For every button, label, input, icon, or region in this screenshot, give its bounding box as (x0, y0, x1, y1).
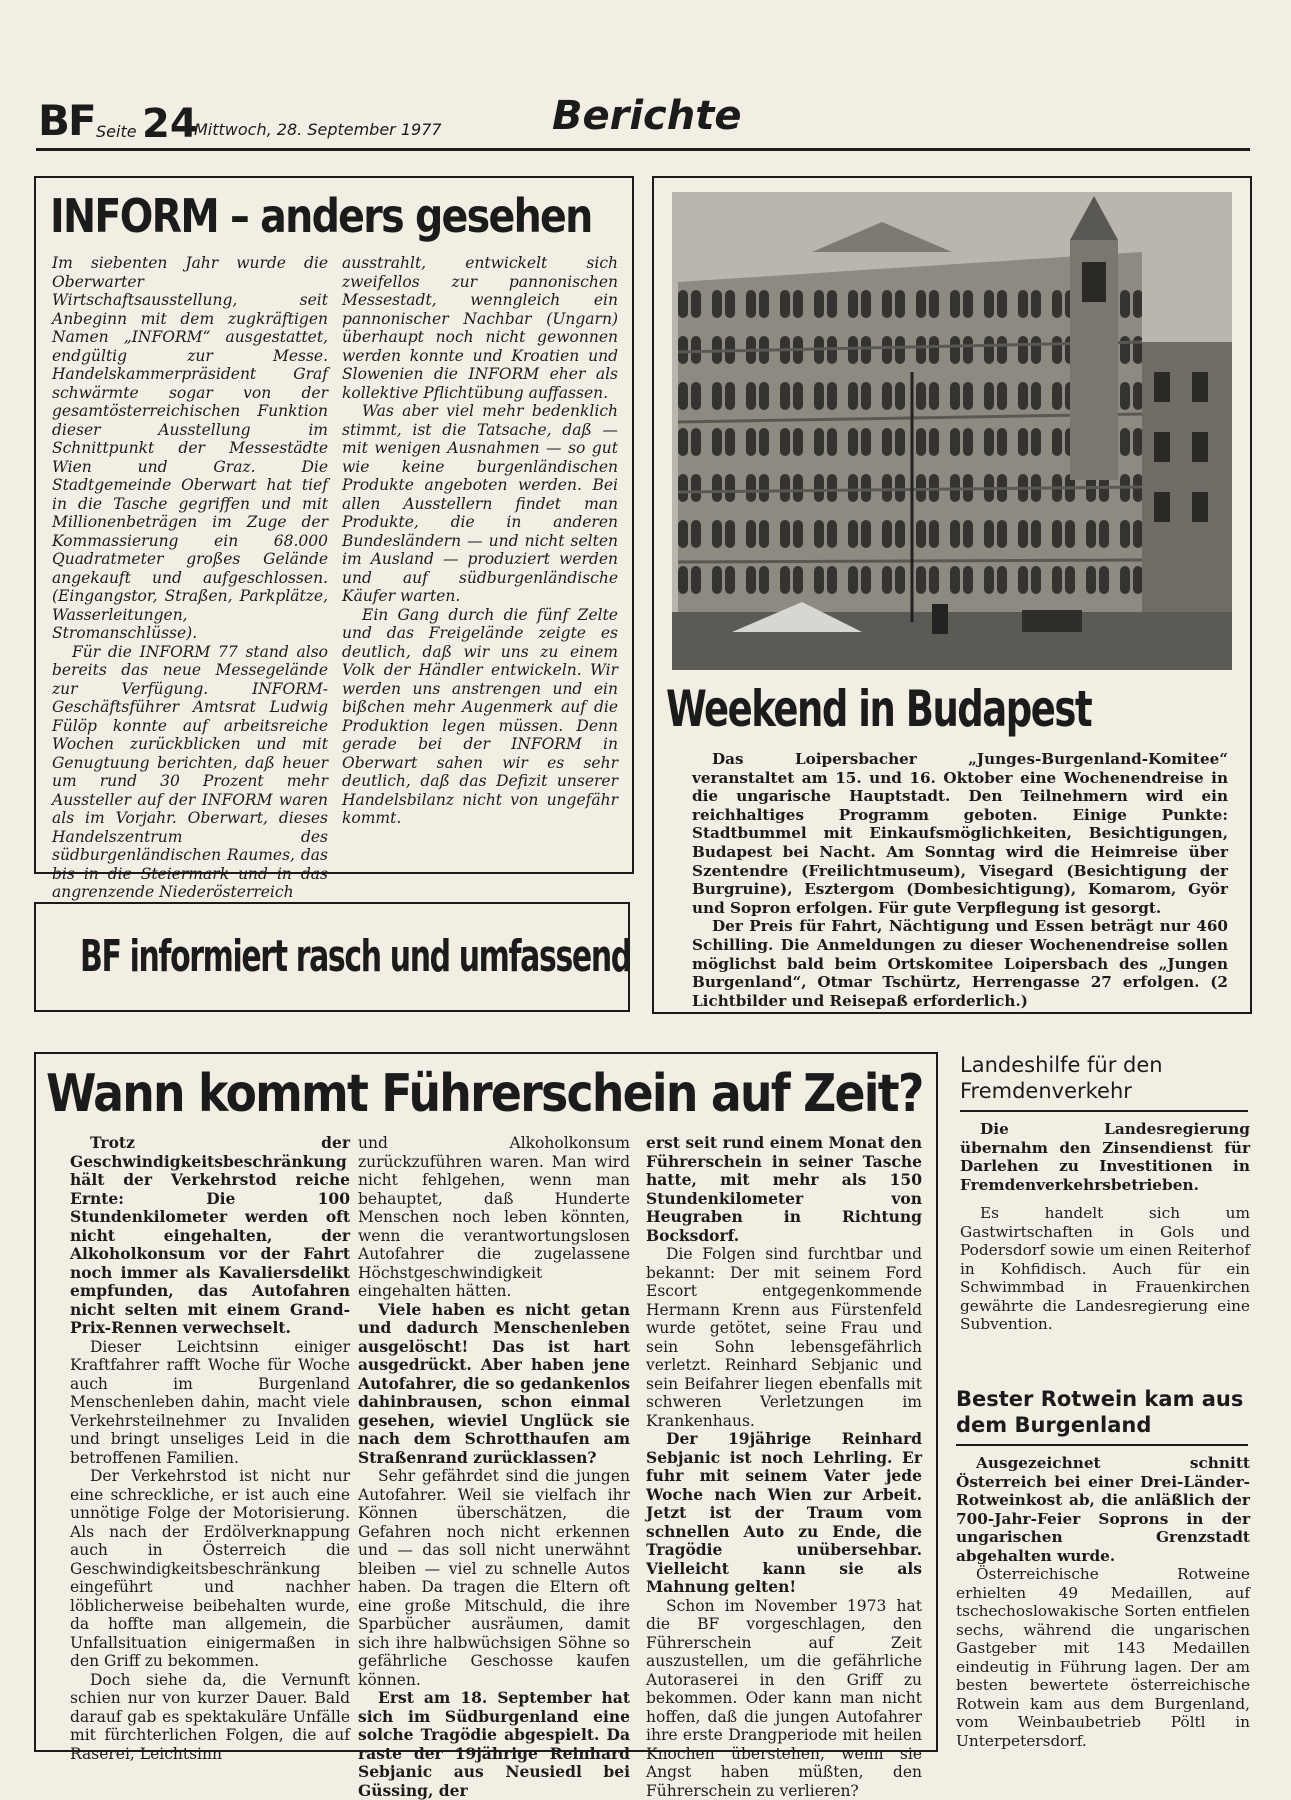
rotwein-article (956, 1386, 1250, 1750)
budapest-photo (672, 192, 1232, 670)
inform-column-1 (52, 254, 328, 902)
divider (956, 1444, 1248, 1446)
fuehrerschein-paragraph: Erst am 18. September hat sich im Südburgenland eine solche Tragödie abgespielt. Da raste der 19jährige Reinhard Sebjanic aus Neusiedl bei Güssing, der (358, 1688, 630, 1800)
fuehrerschein-column-2 (358, 1134, 630, 1800)
section-title: Berichte (552, 93, 742, 139)
rotwein-body-wrap (956, 1454, 1250, 1750)
masthead-logo: BF (38, 96, 95, 145)
inform-paragraph: Ein Gang durch die fünf Zelte und das Freigelände zeigte es deutlich, daß wir uns zu einem Volk der Händler entwickeln. Wir werden uns anstrengen und ein bißchen mehr Augenmerk auf die Produktion legen müssen. Denn gerade bei der INFORM in Oberwart sahen wir es sehr deutlich, daß das Defizit unserer Handelsbilanz nicht von ungefähr kommt. (342, 605, 618, 827)
fuehrerschein-paragraph: Die Folgen sind furchtbar und bekannt: Der mit seinem Ford Escort entgegenkommende Hermann Krenn aus Fürstenfeld wurde getötet, seine Frau und sein Sohn lebensgefährlich verletzt. Reinhard Sebjanic und sein Beifahrer liegen ebenfalls mit schweren Verletzungen im Krankenhaus. (646, 1245, 922, 1430)
inform-headline: INFORM – anders gesehen (50, 189, 592, 243)
divider (960, 1110, 1248, 1112)
fuehrerschein-paragraph: Sehr gefährdet sind die jungen Autofahrer. Weil sie vielfach ihr Können überschätzen, die Gefahren noch nicht erkennen und — das soll nicht unerwähnt bleiben — viel zu schnelle Autos haben. Da tragen die Eltern oft eine große Mitschuld, die ihre Sparbücher ausräumen, damit sich ihre halbwüchsigen Söhne so gefährliche Geschosse kaufen können. (358, 1467, 630, 1689)
promo-box (34, 902, 630, 1012)
page-number: 24 (142, 101, 198, 147)
fuehrerschein-paragraph: Der Verkehrstod ist nicht nur eine schreckliche, er ist auch eine unnötige Folge der Motorisierung. Als nach der Erdölverknappung auch in Österreich die Geschwindigkeitsbeschränkung eingeführt und nachher löblicherweise beibehalten wurde, da hoffte man allgemein, die Unfallsituation einigermaßen in den Griff zu bekommen. (70, 1467, 350, 1670)
fuehrerschein-column-3 (646, 1134, 922, 1800)
rotwein-headline: Bester Rotwein kam aus dem Burgenland (956, 1387, 1244, 1437)
fuehrerschein-column-1 (70, 1134, 350, 1763)
fuehrerschein-paragraph: Schon im November 1973 hat die BF vorgeschlagen, den Führerschein auf Zeit auszustellen, um die gefährliche Autoraserei in den Griff zu bekommen. Oder kann man nicht hoffen, daß die jungen Autofahrer ihre erste Drangperiode mit heilen Knochen überstehen, wenn sie Angst haben müßten, den Führerschein zu verlieren? (646, 1596, 922, 1800)
fuehrerschein-lead: Trotz der Geschwindigkeitsbeschränkung hält der Verkehrstod reiche Ernte: Die 100 Stundenkilometer werden oft nicht eingehalten, der Alkoholkonsum vor der Fahrt noch immer als Kavaliersdelikt empfunden, das Autofahren nicht selten mit einem Grand-Prix-Rennen verwechselt. (70, 1133, 350, 1337)
budapest-body (692, 750, 1228, 1010)
fuehrerschein-article (34, 1052, 938, 1800)
inform-paragraph: ausstrahlt, entwickelt sich zweifellos zur pannonischen Messestadt, wenngleich ein pannonischer Nachbar (Ungarn) überhaupt noch nicht gewonnen werden konnte und Kroatien und Slowenien die INFORM eher als kollektive Pflichtübung auffassen. (342, 254, 618, 402)
landeshilfe-body-wrap (960, 1120, 1250, 1334)
inform-column-2 (342, 254, 618, 828)
rotwein-paragraph: Österreichische Rotweine erhielten 49 Medaillen, auf tschechoslowakische Sorten entfielen sechs, während die ungarischen Gastgeber mit 143 Medaillen eindeutig in Führung lagen. Der am besten bewertete österreichische Rotwein kam aus dem Burgenland, vom Weinbaubetrieb Pöltl in Unterpetersdorf. (956, 1565, 1250, 1750)
fuehrerschein-paragraph: und Alkoholkonsum zurückzuführen waren. Man wird nicht fehlgehen, wenn man behauptet, daß Hunderte Menschen noch leben könnten, wenn die verantwortungslosen Autofahrer die zugelassene Höchstgeschwindigkeit eingehalten hätten. (358, 1134, 630, 1300)
landeshilfe-article (960, 1052, 1250, 1334)
inform-article (34, 176, 634, 901)
fuehrerschein-headline: Wann kommt Führerschein auf Zeit? (46, 1064, 923, 1124)
budapest-article (652, 176, 1252, 1014)
landeshilfe-paragraph: Es handelt sich um Gastwirtschaften in Gols und Podersdorf sowie um einen Reiterhof in Kohfidisch. Auch für ein Schwimmbad in Frauenkirchen gewährte die Landesregierung eine Subvention. (960, 1204, 1250, 1333)
fuehrerschein-paragraph: Doch siehe da, die Vernunft schien nur von kurzer Dauer. Bald darauf gab es spektakuläre Unfälle mit fürchterlichen Folgen, die auf Raserei, Leichtsinn (70, 1670, 350, 1763)
building-illustration (672, 192, 1232, 670)
rotwein-lead: Ausgezeichnet schnitt Österreich bei einer Drei-Länder-Rotweinkost ab, die anläßlich der 700-Jahr-Feier Soprons in der ungarischen Grenzstadt abgehalten wurde. (956, 1454, 1250, 1565)
fuehrerschein-paragraph: Der 19jährige Reinhard Sebjanic ist noch Lehrling. Er fuhr mit seinem Vater jede Woche nach Wien zur Arbeit. Jetzt ist der Traum vom schnellen Auto zu Ende, die Tragödie unübersehbar. Vielleicht kann sie als Mahnung gelten! (646, 1429, 922, 1596)
budapest-headline: Weekend in Budapest (666, 680, 1092, 738)
page-label: Seite (96, 122, 137, 141)
landeshilfe-lead: Die Landesregierung übernahm den Zinsendienst für Darlehen zu Investitionen in Fremdenverkehrsbetrieben. (960, 1120, 1250, 1194)
fuehrerschein-paragraph: Dieser Leichtsinn einiger Kraftfahrer rafft Woche für Woche auch im Burgenland Menschenleben dahin, macht viele Verkehrsteilnehmer zu Invaliden und bringt unseliges Leid in die betroffenen Familien. (70, 1337, 350, 1467)
issue-date: Mittwoch, 28. September 1977 (194, 120, 442, 139)
landeshilfe-headline: Landeshilfe für den Fremdenverkehr (960, 1053, 1163, 1103)
inform-paragraph: Im siebenten Jahr wurde die Oberwarter Wirtschaftsausstellung, seit Anbeginn mit dem zugkräftigen Namen „INFORM“ ausgestattet, endgültig zur Messe. Handelskammerpräsident Graf schwärmte sogar von der gesamtösterreichischen Funktion dieser Ausstellung im Schnittpunkt der Messestädte Wien und Graz. Die Stadtgemeinde Oberwart hat tief in die Tasche gegriffen und mit Millionenbeträgen im Zuge der Kommassierung ein 68.000 Quadratmeter großes Gelände angekauft und aufgeschlossen. (Eingangstor, Straßen, Parkplätze, Wasserleitungen, Stromanschlüsse). (52, 254, 328, 642)
budapest-paragraph: Der Preis für Fahrt, Nächtigung und Essen beträgt nur 460 Schilling. Die Anmeldungen zu dieser Wochenendreise sollen möglichst bald beim Ortskomitee Loipersbach des „Jungen Burgenland“, Otmar Tschürtz, Herrengasse 27 erfolgen. (2 Lichtbilder und Reisepaß erforderlich.) (692, 917, 1228, 1010)
inform-paragraph: Was aber viel mehr bedenklich stimmt, ist die Tatsache, daß — mit wenigen Ausnahmen — so gut wie keine burgenländischen Produkte angeboten werden. Bei allen Ausstellern findet man Produkte, die in anderen Bundesländern — und nicht selten im Ausland — produziert werden und auf südburgenländische Käufer warten. (342, 402, 618, 605)
fuehrerschein-paragraph: erst seit rund einem Monat den Führerschein in seiner Tasche hatte, mit mehr als 150 Stundenkilometer von Heugraben in Richtung Bocksdorf. (646, 1133, 922, 1245)
fuehrerschein-paragraph: Viele haben es nicht getan und dadurch Menschenleben ausgelöscht! Das ist hart ausgedrückt. Aber haben jene Autofahrer, die so gedankenlos dahinbrausen, schon einmal gesehen, wieviel Unglück sie nach dem Schrotthaufen am Straßenrand zurücklassen? (358, 1299, 630, 1467)
inform-paragraph: Für die INFORM 77 stand also bereits das neue Messegelände zur Verfügung. INFORM-Geschäftsführer Amtsrat Ludwig Fülöp konnte auf arbeitsreiche Wochen zurückblicken und mit Genugtuung berichten, daß heuer um rund 30 Prozent mehr Aussteller auf der INFORM waren als im Vorjahr. Oberwart, dieses Handelszentrum des südburgenländischen Raumes, das bis in die Steiermark und in das angrenzende Niederösterreich (52, 642, 328, 901)
header-rule (36, 148, 1250, 151)
promo-text: BF informiert rasch und umfassend (80, 931, 631, 982)
budapest-paragraph: Das Loipersbacher „Junges-Burgenland-Komitee“ veranstaltet am 15. und 16. Oktober eine Wochenendreise in die ungarische Hauptstadt. Den Teilnehmern wird ein reichhaltiges Programm geboten. Einige Punkte: Stadtbummel mit Einkaufsmöglichkeiten, Besichtigungen, Budapest bei Nacht. Am Sonntag wird die Heimreise über Szentendre (Freilichtmuseum), Visegard (Besichtigung der Burgruine), Esztergom (Dombesichtigung), Komarom, Györ und Sopron erfolgen. Für gute Verpflegung ist gesorgt. (692, 750, 1228, 917)
